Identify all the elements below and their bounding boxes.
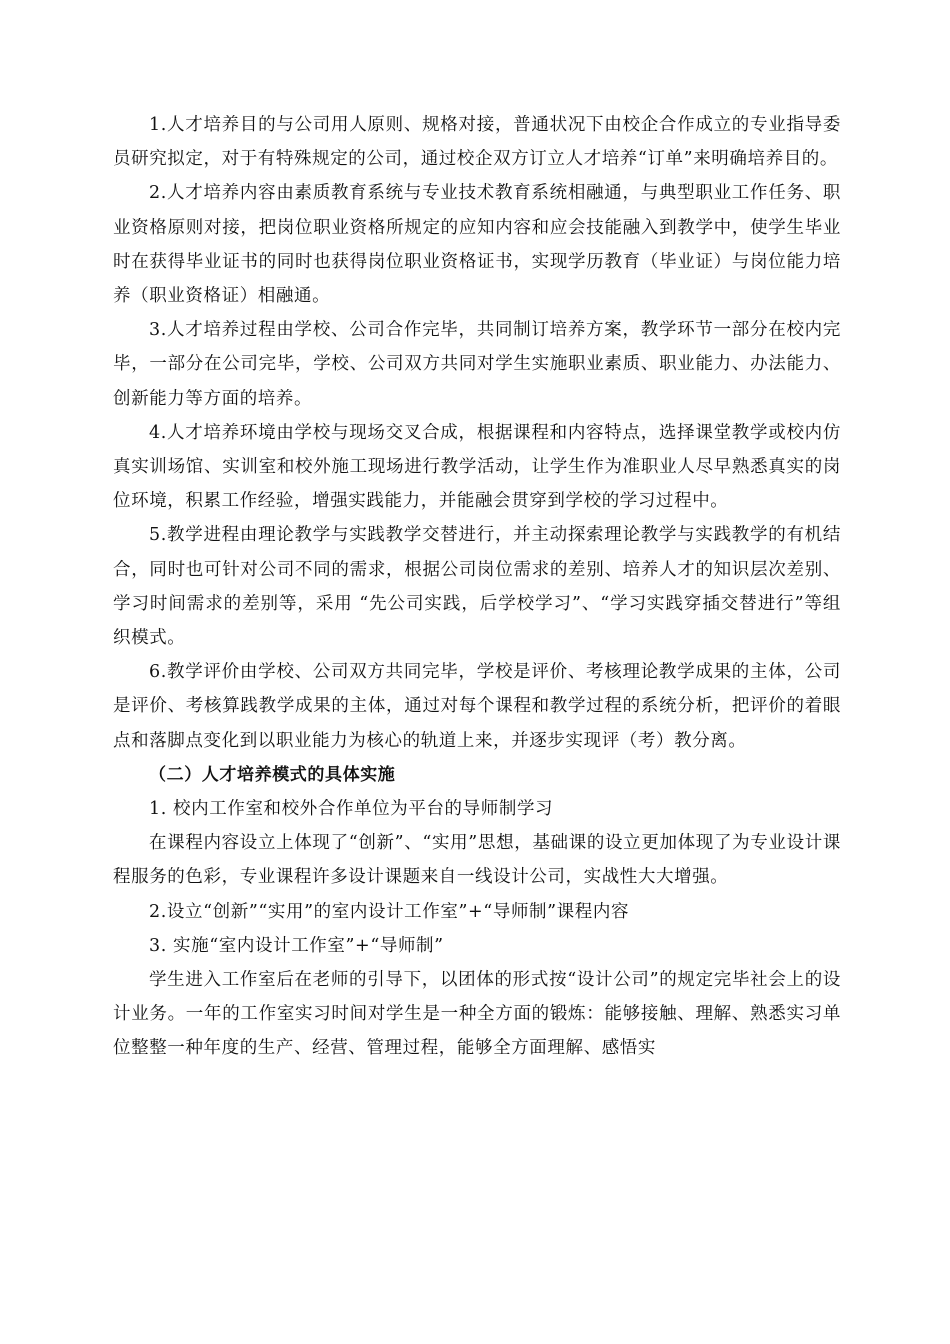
item-1-body: 在课程内容设立上体现了“创新”、“实用”思想，基础课的设立更加体现了为专业设计课程服务的色彩，专业课程许多设计课题来自一线设计公司，实战性大大增强。 bbox=[113, 833, 841, 888]
paragraph-4: 4.人才培养环境由学校与现场交叉合成，根据课程和内容特点，选择课堂教学或校内仿真实训场馆、实训室和校外施工现场进行教学活动，让学生作为准职业人尽早熟悉真实的岗位环境，积累工作经验，增强实践能力，并能融会贯穿到学校的学习过程中。 bbox=[113, 422, 841, 512]
paragraph-3: 3.人才培养过程由学校、公司合作完毕，共同制订培养方案，教学环节一部分在校内完毕，一部分在公司完毕，学校、公司双方共同对学生实施职业素质、职业能力、办法能力、创新能力等方面的培养。 bbox=[113, 320, 841, 409]
paragraph-2: 2.人才培养内容由素质教育系统与专业技术教育系统相融通，与典型职业工作任务、职业资格原则对接，把岗位职业资格所规定的应知内容和应会技能融入到教学中，使学生毕业时在获得毕业证书的同时也获得岗位职业资格证书，实现学历教育（毕业证）与岗位能力培养（职业资格证）相融通。 bbox=[113, 183, 841, 307]
document-body bbox=[113, 108, 841, 1066]
item-2-title: 2.设立“创新”“实用”的室内设计工作室”+“导师制”课程内容 bbox=[149, 901, 630, 922]
paragraph-6: 6.教学评价由学校、公司双方共同完毕，学校是评价、考核理论教学成果的主体，公司是评价、考核算践教学成果的主体，通过对每个课程和教学过程的系统分析，把评价的着眼点和落脚点变化到以职业能力为核心的轨道上来，并逐步实现评（考）教分离。 bbox=[113, 662, 841, 751]
paragraph-1: 1.人才培养目的与公司用人原则、规格对接，普通状况下由校企合作成立的专业指导委员研究拟定，对于有特殊规定的公司，通过校企双方订立人才培养“订单”来明确培养目的。 bbox=[113, 115, 841, 170]
paragraph-5: 5.教学进程由理论教学与实践教学交替进行，并主动探索理论教学与实践教学的有机结合，同时也可针对公司不同的需求，根据公司岗位需求的差别、培养人才的知识层次差别、学习时间需求的差别等，采用 “先公司实践，后学校学习”、“学习实践穿插交替进行”等组织模式。 bbox=[113, 525, 841, 649]
item-3-body: 学生进入工作室后在老师的引导下，以团体的形式按“设计公司”的规定完毕社会上的设计业务。一年的工作室实习时间对学生是一种全方面的锻炼：能够接触、理解、熟悉实习单位整整一种年度的生产、经营、管理过程，能够全方面理解、感悟实 bbox=[113, 970, 841, 1059]
item-1-title: 1. 校内工作室和校外合作单位为平台的导师制学习 bbox=[149, 799, 554, 820]
item-3-title: 3. 实施“室内设计工作室”+“导师制” bbox=[149, 935, 444, 956]
section-heading: （二）人才培养模式的具体实施 bbox=[149, 764, 396, 785]
